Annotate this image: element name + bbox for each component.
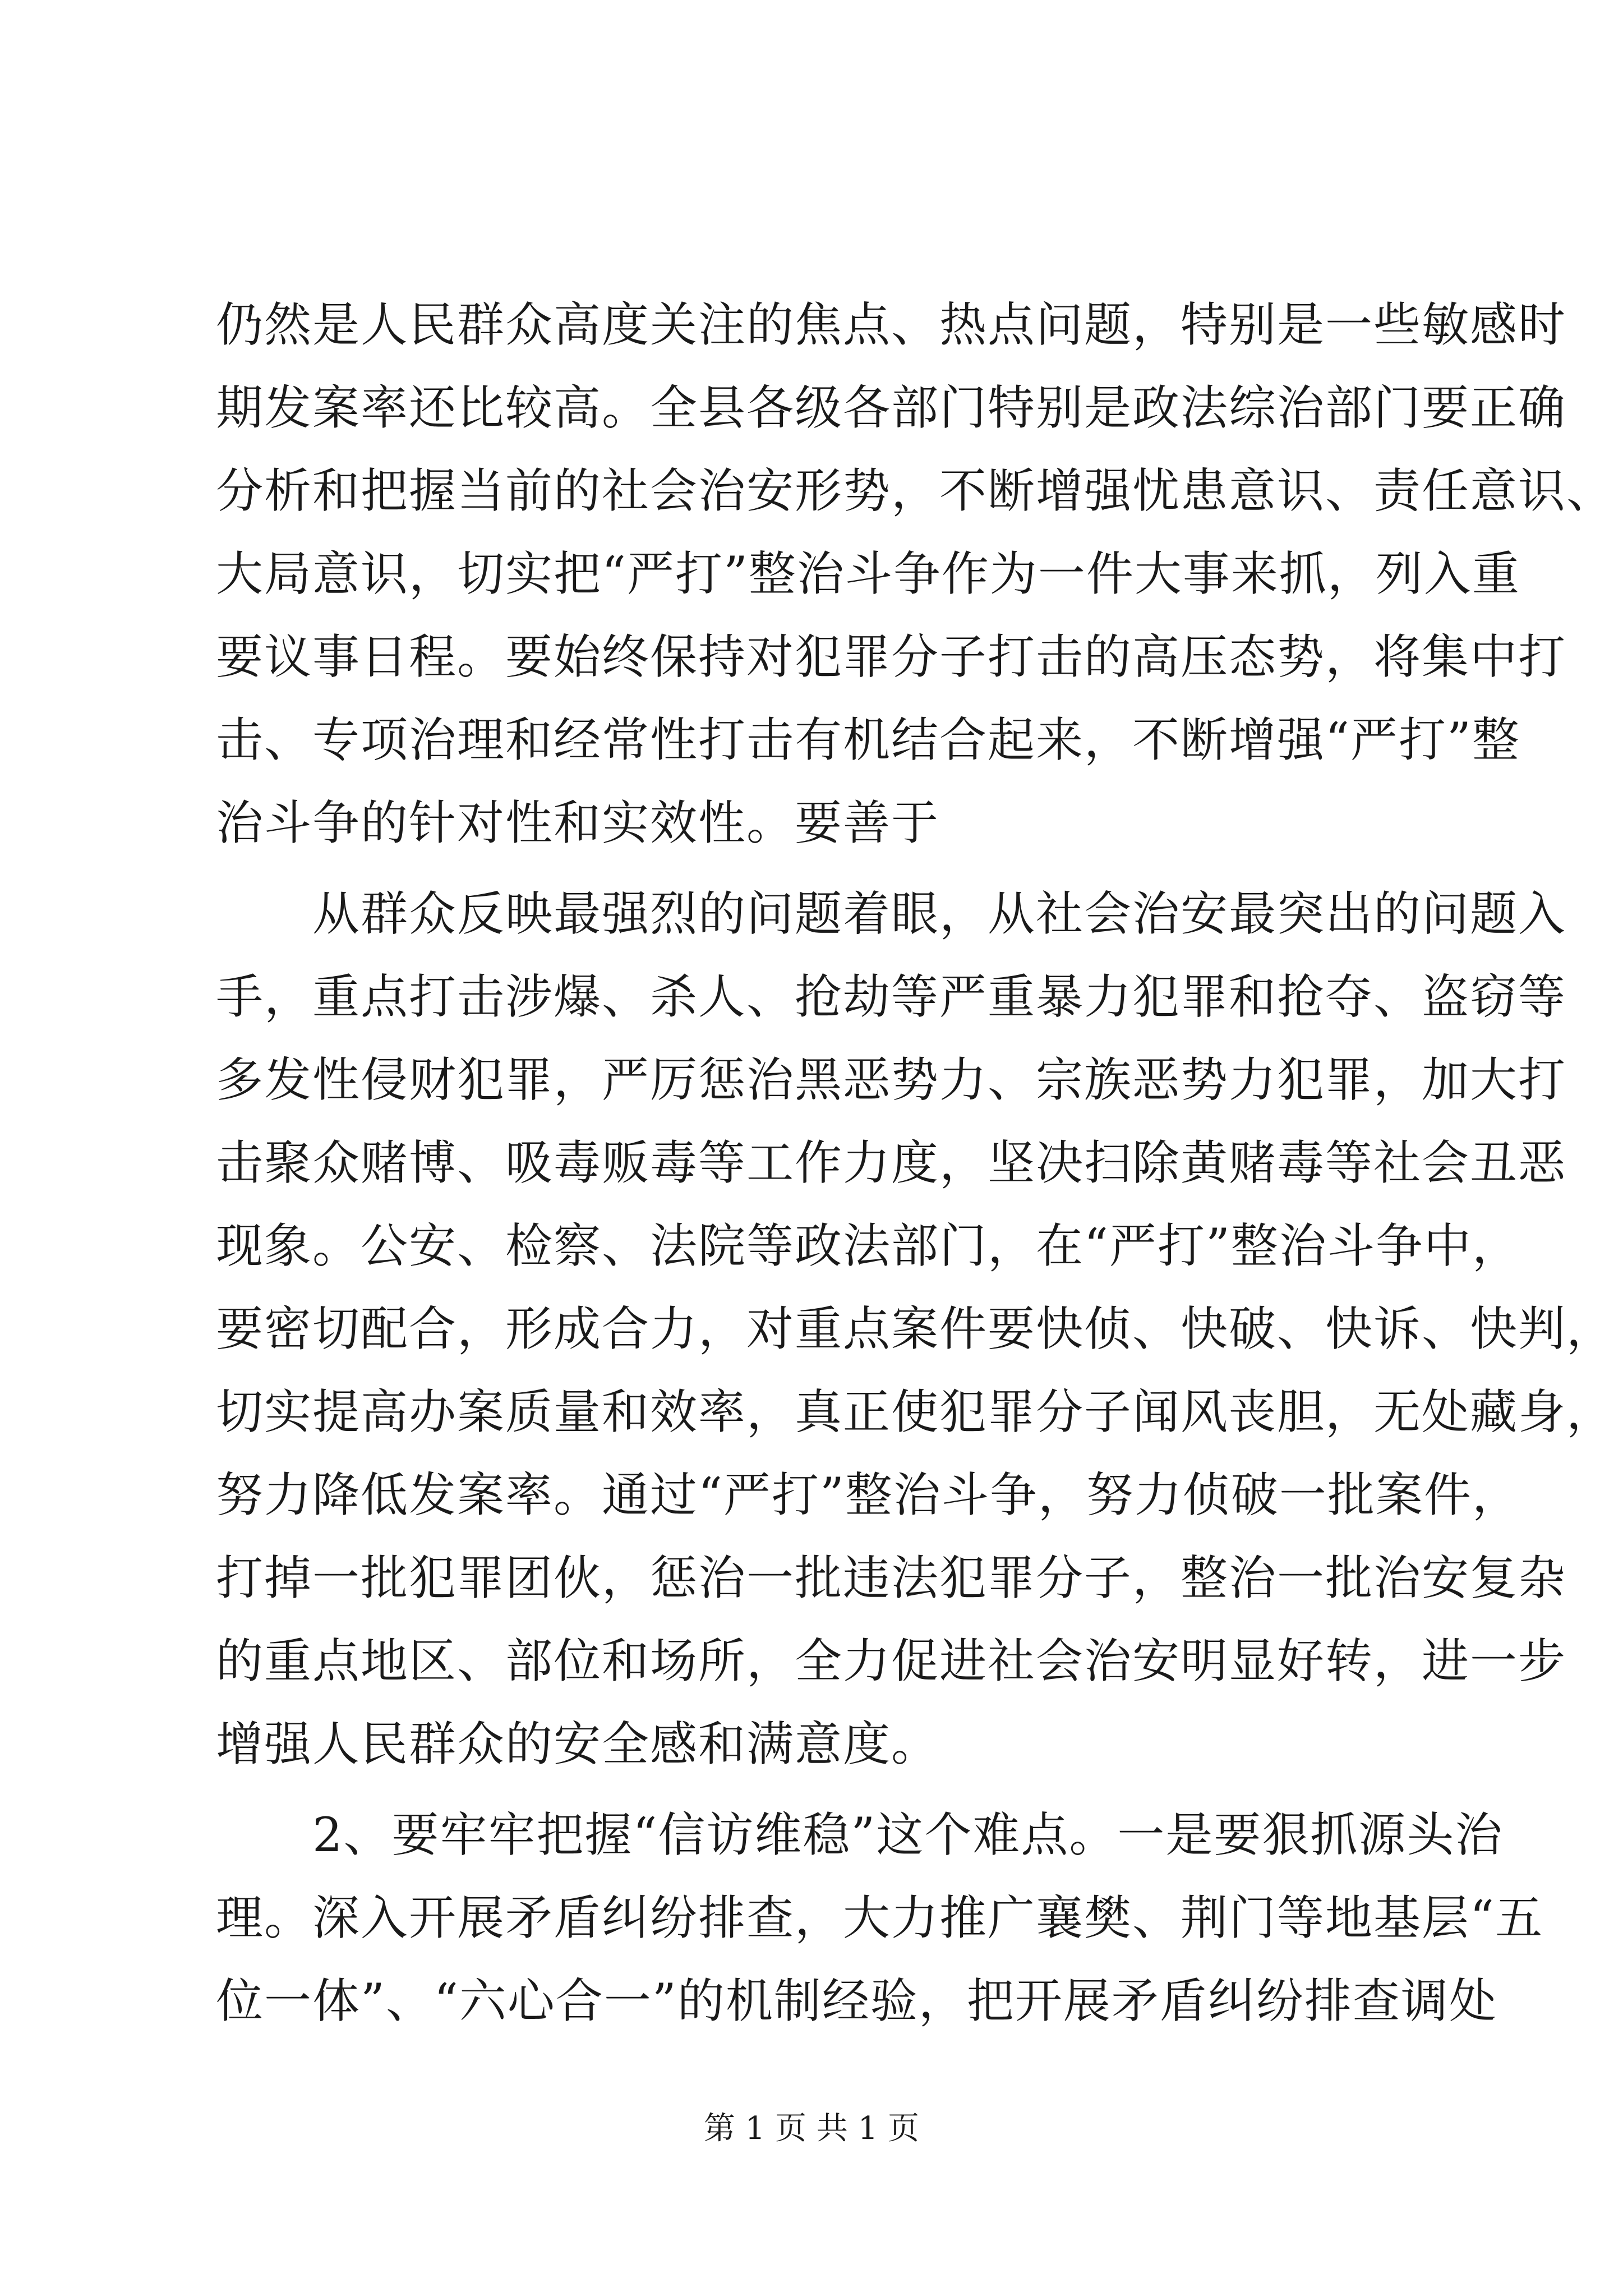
text-line: 要议事日程。要始终保持对犯罪分子打击的高压态势，将集中打 [216,629,1567,684]
text-line: 2、要牢牢把握“信访维稳”这个难点。一是要狠抓源头治 [216,1807,1504,1862]
text-line: 现象。公安、检察、法院等政法部门，在“严打”整治斗争中， [216,1218,1520,1273]
text-line: 治斗争的针对性和实效性。要善于 [216,795,940,850]
text-line: 位一体”、“六心合一”的机制经验，把开展矛盾纠纷排查调处 [216,1973,1497,2028]
text-line: 努力降低发案率。通过“严打”整治斗争，努力侦破一批案件， [216,1467,1520,1522]
paragraph-gap [216,1786,1410,1793]
body-text [216,283,1615,2042]
text-line: 击、专项治理和经常性打击有机结合起来，不断增强“严打”整 [216,712,1520,767]
text-line: 增强人民群众的安全感和满意度。 [216,1717,940,1772]
text-line: 打掉一批犯罪团伙，惩治一批违法犯罪分子，整治一批治安复杂 [216,1550,1567,1605]
text-line: 的重点地区、部位和场所，全力促进社会治安明显好转，进一步 [216,1634,1567,1688]
text-line: 仍然是人民群众高度关注的焦点、热点问题，特别是一些敏感时 [216,297,1567,352]
text-line: 期发案率还比较高。全县各级各部门特别是政法综治部门要正确 [216,380,1567,435]
text-line: 击聚众赌博、吸毒贩毒等工作力度，坚决扫除黄赌毒等社会丑恶 [216,1135,1567,1190]
paragraph-gap [216,864,1410,872]
text-line: 分析和把握当前的社会治安形势，不断增强忧患意识、责任意识、 [216,463,1615,518]
text-line: 手，重点打击涉爆、杀人、抢劫等严重暴力犯罪和抢夺、盗窃等 [216,969,1567,1024]
text-line: 大局意识，切实把“严打”整治斗争作为一件大事来抓，列入重 [216,546,1520,601]
page-number-footer: 第 1 页 共 1 页 [703,2110,920,2147]
text-line: 多发性侵财犯罪，严厉惩治黑恶势力、宗族恶势力犯罪，加大打 [216,1052,1567,1107]
text-line: 理。深入开展矛盾纠纷排查，大力推广襄樊、荆门等地基层“五 [216,1890,1543,1945]
text-line: 切实提高办案质量和效率，真正使犯罪分子闻风丧胆，无处藏身， [216,1384,1615,1439]
text-line: 从群众反映最强烈的问题着眼，从社会治安最突出的问题入 [216,886,1567,941]
text-line: 要密切配合，形成合力，对重点案件要快侦、快破、快诉、快判， [216,1301,1615,1356]
